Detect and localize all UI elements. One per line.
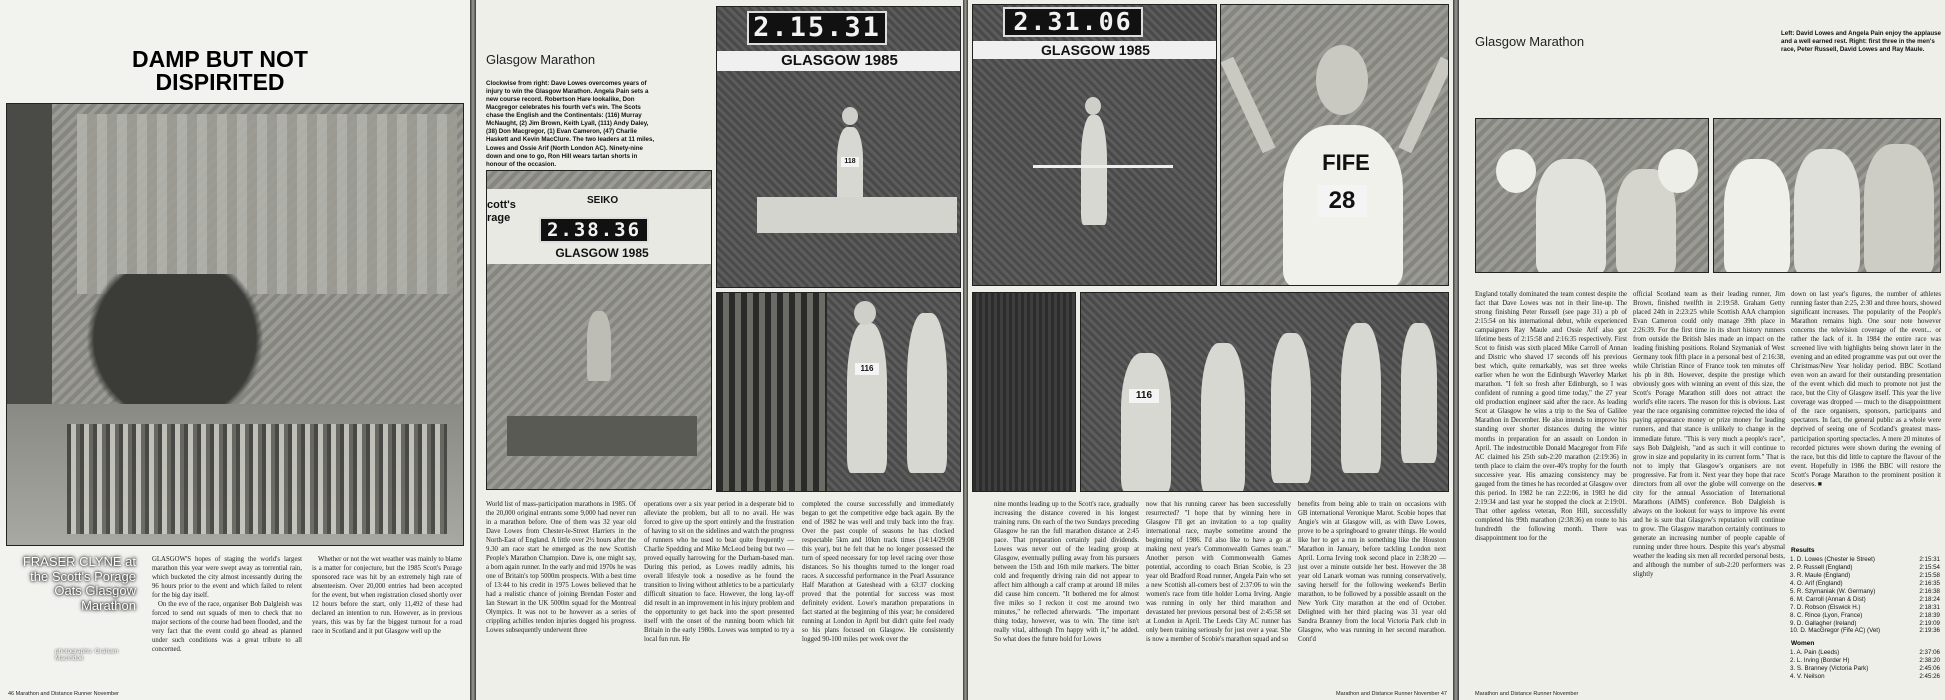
finish-time: 2:16:38 [1919, 587, 1940, 595]
folio: 46 Marathon and Distance Runner November [8, 691, 119, 697]
runner-head [1085, 97, 1101, 115]
results-row [1789, 580, 1941, 588]
photo-caption-overlay: FRASER CLYNE at the Scott's Porage Oats Glasgow Marathon [22, 554, 136, 613]
finish-time: 2:18:24 [1919, 595, 1940, 603]
runner-figure [1341, 323, 1381, 473]
race-clock: 2.31.06 [1003, 7, 1143, 37]
finish-time: 2:15:31 [1919, 556, 1940, 563]
runner-figure [837, 127, 863, 207]
runner-name: 3. R. Maule (England) [1790, 571, 1851, 579]
ron-hill-photo [1220, 4, 1449, 286]
seiko-clock-photo [486, 170, 712, 490]
runner-name: 8. C. Rince (Lyon, France) [1790, 611, 1863, 619]
runner-name: 2. P. Russell (England) [1790, 563, 1853, 571]
runner-head [1316, 45, 1368, 115]
scots-group-photo [1080, 292, 1449, 492]
race-clock: 2.15.31 [747, 11, 887, 45]
sponsor-banner: cott's rage [487, 199, 516, 224]
article-column-2: now that his running career has been successfully resurrected? "I hope that by winning here in Glasgow I'll get an invitation to a top quality international race, maybe sometime around the beginning of 1986. I'd also like to have a go at making next year's Commonwealth Games team." Another person with Commonwealth Games potential, according to coach Brian Scobie, is 23 year old Bradford Road runner, Angela Pain who set a new Scottish all-comers best of 2:37:06 to win the women's race from title holder Lorna Irving. Angie was running in only her third marathon and devastated her previous personal best of 2:45:58 set at London in April. The Leeds City AC runner has only been training seriously for just over a year. She is now a member of Scobie's marathon squad and so [1146, 501, 1291, 644]
vest-text: FIFE [1322, 150, 1370, 175]
results-row [1789, 612, 1941, 620]
paragraph: Whether or not the wet weather was mainly to blame is a matter for conjecture, but the 1985 Scott's Porage sponsored race was hit by an extremely high rate of absenteeism. Over 20,000 entries had been accepted for the event, but when registration closed shortly over 12 hours before the start, only 11,492 of these had declared an intention to run. However, as in previous years, this was by far the biggest turnout for a road race in Scotland and it put Glasgow well up the [312, 556, 462, 636]
runner-figure [1271, 333, 1311, 483]
results-row [1789, 665, 1941, 673]
results-heading: Results [1791, 547, 1815, 554]
raised-arm-left [1221, 57, 1276, 154]
results-row [1789, 588, 1941, 596]
folio: Marathon and Distance Runner November 47 [1336, 691, 1447, 697]
article-column-1: nine months leading up to the Scott's race, gradually increasing the distance covered in his longest training runs. On each of the two Sundays preceding Glasgow he ran the full marathon distance at 2:45 pace. That preparation certainly paid dividends. Lowes was never out of the leading group at Glasgow, eventually pulling away from his pursuers between the 15th and 16th mile markers. The bitter cold and frequently driving rain did not appear to affect him although a calf cramp at around 18 miles did cause him concern. "It bothered me for almost five miles so I reckon it cost me around two minutes," he reflected afterwards. "The important thing today, however, was to win. The time isn't really vital, although I'm happy with it," he added. So what does the future hold for Lowes [994, 501, 1139, 644]
runner-name: 10. D. MacGregor (Fife AC) (Vet) [1790, 627, 1881, 635]
runner-figure [907, 313, 947, 473]
results-row [1789, 627, 1941, 635]
trophy [1496, 149, 1536, 193]
page-1 [0, 0, 470, 700]
runner-figure [1401, 323, 1437, 463]
runner-name: 1. A. Pain (Leeds) [1790, 649, 1840, 656]
finish-time: 2:16:35 [1919, 579, 1940, 587]
race-clock: 2.38.36 [539, 217, 649, 243]
results-row [1789, 649, 1941, 657]
results-row [1789, 620, 1941, 628]
runner-figure [1121, 353, 1171, 492]
runner-head [854, 301, 876, 325]
results-row [1789, 673, 1941, 681]
trophy-winners-photo [1475, 118, 1709, 273]
article-column-2: official Scotland team as their leading runner, Jim Brown, finished twelfth in 2:19:58. Graham Getty placed 24th in 2:23:25 while Scottish AAA champion Evan Cameron could only manage 39th place in 2:26:39. For the first time in its short history runners from outside the British Isles made an impact on the leading finishing positions. Roland Szymaniak of West Germany took fifth place in a personal best of 2:16:38, while Christian Rince of France took ten minutes off his pb in 8th. However, despite the prestige which obviously goes with winning an event of this size, the Scott's Porage Marathon still does not attract the world's elite racers. The reason for this is obvious. Last year the race organising committee rejected the idea of paying appearance money or prize money for leading runners, and that stance is unlikely to change in the immediate future. "This is very much a people's race", says Bob Dalgleish, "and as such it will continue to grow in size and popularity in its current form." That is not to imply that Glasgow's organisers are not progressive. Far from it. Next year they hope that race directors from all over the globe will converge on the city for the annual Association of International Marathons (AIMS) conference. Bob Dalgleish is always on the lookout for ways to improve his event and he is sure that Glasgow's reputation will continue to grow. The Glasgow marathon certainly continues to generate an increasing number of people capable of running under three hours. Despite this year's abysmal weather the leading six men all recorded personal bests, and although the number of sub-2:20 performers was slightly [1633, 291, 1785, 578]
angela-pain-finish-photo [972, 4, 1217, 286]
section-title: Glasgow Marathon [1475, 34, 1585, 49]
article-column-1: England totally dominated the team contest despite the fact that Dave Lowes was not in their line-up. The strong finishing Peter Russell (see page 31) a pb of 2:15:54 on his international debut, while experienced campaigners Ray Maule and Ossie Arif also got lifetime bests of 2:15:58 and 2:16:35 respectively. First Scot to finish was sixth placed Mike Carroll of Annan and Distric who shaved 17 seconds off his previous best which, quite remarkably, was set three weeks earlier when he won the Edinburgh Waverley Market marathon. "I felt so fresh after Edinburgh, so I was confident of running a good time today," the 27 year old production engineer said after the race. As leading Scot at Glasgow he wins a trip to the Sea of Galilee Marathon in December. He also intends to improve his standing over shorter distances during the winter months in preparation for an assault on London in April. The indestructible Donald Macgregor from Fife AC claimed his 25th sub-2:20 marathon (2:19:36) in tenth place to claim the over-40's trophy for the fourth successive year. His amazing consistency may be gauged from the times he has recorded at Glasgow over this period. In 1982 he ran 2:22:06, in 1983 he did 2:19:34 and last year he stopped the clock at 2:19:01. That other ageless veteran, Ron Hill, successfully completed his 99th marathon (2:38:36) en route to his hundredth the following month. There was disappointment too for the [1475, 291, 1627, 542]
photo-caption: Clockwise from right: Dave Lowes overcomes years of injury to win the Glasgow Marathon. Angela Pain sets a new course record. Robertson Hare lookalike, Don Macgregor celebrates his fourth vet's win. The Scots chase the English and the Continentals: (116) Murray McNaught, (2) Jim Brown, Keith Lyall, (111) Andy Daley, (38) Don Macgregor, (1) Evan Cameron, (47) Charlie Haskett and Kevin MacClure. The two leaders at 11 miles, Lowes and Ossie Arif (North London AC). Ninety-nine down and one to go, Ron Hill wears tartan shorts in honour of the occasion. [486, 80, 655, 168]
runner-figure [847, 323, 887, 473]
runner-bib: 118 [841, 157, 859, 167]
article-column-3: down on last year's figures, the number of athletes running faster than 2:25, 2:30 and three hours, showed significant increases. The popularity of the People's Marathon remains high. One sour note however concerns the television coverage of the event... or rather the lack of it. In 1984 the entire race was screened live with highlights being shown later in the evening and an edited programme was put out over the Christmas/New Year holiday period. BBC Scotland even won an award for their outstanding presentation of the event which did much to promote not just the race, but the City of Glasgow itself. This year the live coverage was dropped — much to the disappointment of the race organisers, sponsors, participants and spectators. In fact, the general public as a whole were deprived of seeing one of Scotland's greatest mass-participation sporting spectacles. A mere 20 minutes of recorded pictures were shown during the evening of the race, but this did little to capture the flavour of the event. Hopefully in 1986 the BBC will restore the Scott's Porage Marathon to the prominent position it deserves. ■ [1791, 291, 1941, 488]
runner-bib: 28 [1317, 185, 1367, 217]
finish-time: 2:45:06 [1919, 664, 1940, 672]
men-results-table [1789, 556, 1941, 635]
raised-arm-right [1399, 57, 1449, 154]
city-street-photo [6, 103, 464, 546]
results-row [1789, 556, 1941, 564]
photo-caption: Left: David Lowes and Angela Pain enjoy the applause and a well earned rest. Right: first three in the men's race, Peter Russell, David Lowes and Ray Maule. [1781, 30, 1941, 54]
finish-time: 2:15:58 [1919, 571, 1940, 579]
finish-tape [1033, 165, 1173, 168]
trophy [1658, 149, 1698, 193]
trees [87, 274, 307, 404]
spectators [717, 293, 827, 492]
article-column-1 [152, 555, 302, 690]
results-row [1789, 572, 1941, 580]
results-row [1789, 564, 1941, 572]
article-column-1: World list of mass-participation marathons in 1985. Of the 20,000 original entrants some 9,000 had never run in a marathon before. One of them was 32 year old Dave Lowes from Chester-le-Street Harriers in the North-East of England. A little over 2½ hours after the 9.30 am race start he emerged as the new Scottish People's Marathon Champion. Dave is, one might say, a born again runner. In the early and mid 1970s he was one of Britain's top 5000m prospects. With a best time of 13:44 to his credit in 1975 Lowes believed that he had a realistic chance of joining Brendan Foster and Ian Stewart in the UK 5000m squad for the Montreal Olympics. It was not to be however as a series of crippling achilles tendon injuries dogged his progress. Lowes subsequently underwent three [486, 501, 636, 635]
article-column-2: operations over a six year period in a desperate bid to alleviate the problem, but all to no avail. He was forced to give up the sport entirely and the frustration of having to sit on the sidelines and watch the progress of runners who he used to beat quite frequently — Charlie Spedding and Mike McLeod being but two — proved equally harrowing for the Durham-based man. During this period, as Lowes readily admits, his overall lifestyle took a nosedive as he found the transition to living without athletics to be a particularly difficult situation to face. However, the long lay-off did result in an improvement in his injury problem and the opportunity to get back into the sport presented itself with the onset of the running boom which hit Britain in the early 1980s. Lowes was tempted to try a local fun run. He [644, 501, 794, 644]
results-row [1789, 604, 1941, 612]
building-facade [77, 114, 457, 294]
runner-figure [1864, 144, 1934, 273]
page-2 [476, 0, 963, 700]
runner-name: 3. S. Branney (Victoria Park) [1790, 664, 1869, 672]
women-results-table [1789, 649, 1941, 681]
seiko-brand: SEIKO [587, 195, 619, 206]
page-4 [1459, 0, 1945, 700]
runner-crowd-photo-left [972, 292, 1076, 492]
results-row [1789, 596, 1941, 604]
article-column-3: benefits from being able to train on occasions with GB international Veronique Marot. Scobie hopes that Angie's win at Glasgow will, as with Dave Lowes, prove to be a springboard to greater things. He would like her to get a run in something like the Houston Marathon in January, before tackling London next April. Lorna Irving took second place in 2:38:20 — just over a minute outside her best. However the 38 year old Lanark woman was running conservatively, saving herself for the following weekend's Berlin marathon, to be followed by a possible assault on the New York City marathon at the end of October. Delighted with her third placing was 31 year old Sandra Branney from the local Victoria Park club in Glasgow, who was running in her second marathon. Cont'd [1298, 501, 1446, 644]
headline: DAMP BUT NOT DISPIRITED [132, 46, 308, 95]
finish-time: 2:18:39 [1919, 611, 1940, 619]
planter [507, 416, 697, 456]
finish-time: 2:19:09 [1919, 619, 1940, 627]
runner-bib: 116 [855, 363, 879, 375]
runner-name: 4. O. Arif (England) [1790, 579, 1843, 587]
results-row [1789, 657, 1941, 665]
finish-line-photo [716, 6, 961, 288]
runner-figure [1724, 159, 1790, 273]
article-column-3: completed the course successfully and immediately began to get the competitive edge back again. By the end of 1982 he was well and truly back into the fray. Over the past couple of seasons he has clocked respectable 5km and 10km track times (14:14/29:08 this year), but he felt that he no longer possessed the turn of speed necessary for top level racing over those distances. So his thoughts turned to the longer road races. A successful performance in the Pearl Assurance Half Marathon at Gateshead with a 63:37 clocking proved that the potential for success was most definitely evident. Lowe's marathon preparations in fact started at the beginning of this year; he considered running at London in April but didn't quite feel ready so his plans focused on Glasgow. He consistently logged 90-100 miles per week over the [802, 501, 954, 644]
runner-crowd [67, 424, 447, 534]
barrier [757, 197, 957, 233]
runner-name: 9. D. Gallagher (Ireland) [1790, 619, 1857, 627]
runner-figure [587, 311, 611, 381]
finish-time: 2:37:06 [1919, 649, 1940, 656]
article-column-2 [312, 555, 462, 690]
runner-name: 1. D. Lowes (Chester le Street) [1790, 556, 1875, 563]
runner-figure [1201, 343, 1245, 492]
page-3 [968, 0, 1453, 700]
women-results-heading: Women [1791, 640, 1815, 647]
finish-time: 2:15:54 [1919, 563, 1940, 571]
runner-figure [1794, 149, 1860, 273]
finish-time: 2:19:36 [1919, 627, 1940, 635]
runner-name: 6. M. Carroll (Annan & Dist) [1790, 595, 1866, 603]
podium-three-photo [1713, 118, 1941, 273]
clock-sign: GLASGOW 1985 [973, 41, 1217, 59]
runner-name: 7. D. Robson (Elswick H.) [1790, 603, 1861, 611]
clock-sign: GLASGOW 1985 [717, 51, 961, 71]
runner-name: 5. R. Szymaniak (W. Germany) [1790, 587, 1876, 595]
finish-time: 2:18:31 [1919, 603, 1940, 611]
winner-figure [1536, 159, 1606, 273]
runner-name: 4. V. Neilson [1790, 672, 1825, 680]
finish-time: 2:45:26 [1919, 672, 1940, 680]
finish-time: 2:38:20 [1919, 656, 1940, 664]
paragraph: GLASGOW'S hopes of staging the world's largest marathon this year were swept away as torrential rain, which bucketed the city almost incessantly during the 96 hours prior to the event and which failed to relent for the big day itself. [152, 556, 302, 600]
runner-head [842, 107, 858, 125]
section-title: Glasgow Marathon [486, 52, 596, 67]
leaders-photo [716, 292, 961, 492]
photo-credit: photographs: Graham MacIndoe [55, 648, 119, 662]
folio: Marathon and Distance Runner November [1475, 691, 1579, 697]
runner-bib: 116 [1129, 389, 1159, 403]
runner-name: 2. L. Irving (Border H) [1790, 656, 1850, 664]
clock-sign: GLASGOW 1985 [555, 246, 649, 260]
runner-figure [1081, 115, 1107, 225]
paragraph: On the eve of the race, organiser Bob Dalgleish was forced to send out squads of men to check that no major sections of the course had been flooded, and the very fact that the event could go ahead as planned under such conditions was a great tribute to all concerned. [152, 601, 302, 654]
